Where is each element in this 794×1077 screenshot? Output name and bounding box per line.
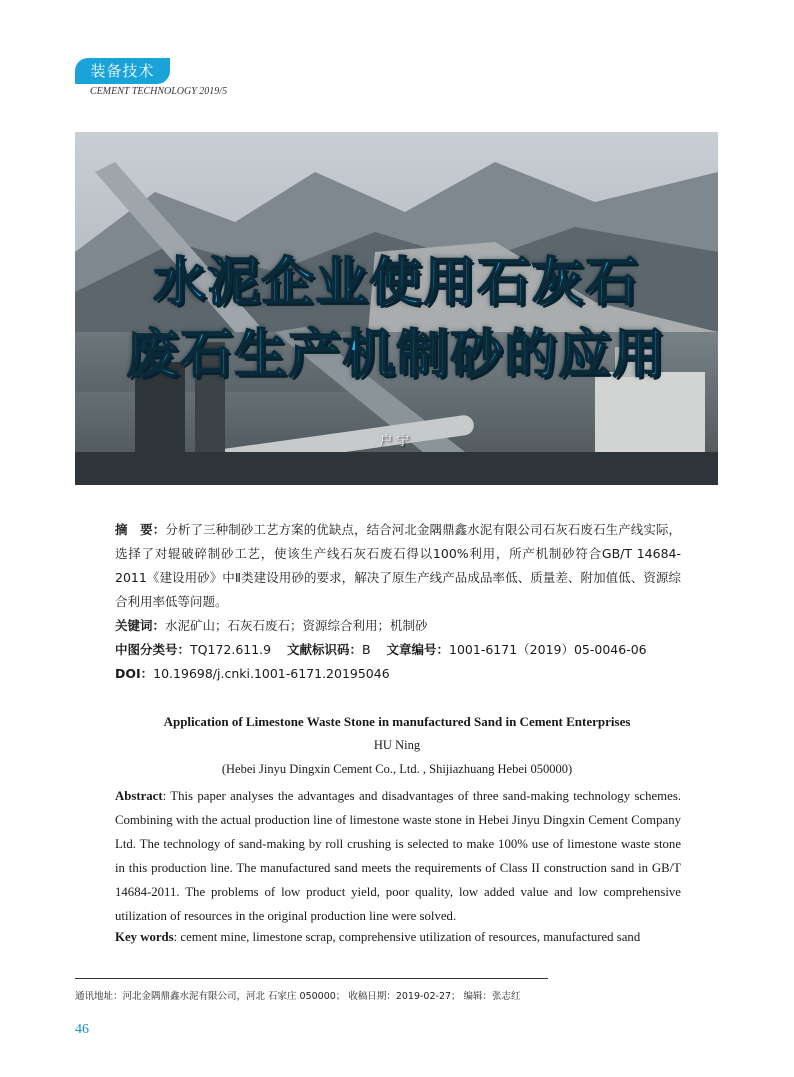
english-keywords — [115, 925, 715, 949]
english-affiliation: (Hebei Jinyu Dingxin Cement Co., Ltd. , Shijiazhuang Hebei 050000) — [221, 762, 573, 776]
abstract-cn-label: 摘 要： — [115, 522, 166, 537]
footnote: 通讯地址：河北金隅鼎鑫水泥有限公司，河北 石家庄 050000； 收稿日期：2019-02-27； 编辑：张志红 — [75, 991, 521, 1002]
footnote-divider — [75, 978, 548, 979]
english-keywords-label: Key words — [115, 930, 174, 944]
abstract-cn — [115, 518, 681, 614]
doi-value[interactable]: 10.19698/j.cnki.1001-6171.20195046 — [153, 666, 390, 681]
doc-code-label: 文献标识码： — [287, 642, 363, 657]
section-tag: 装备技术 — [75, 58, 170, 84]
doi-label: DOI： — [115, 666, 154, 681]
author-name-cn: 户宁 — [379, 434, 414, 449]
doi-line — [115, 662, 681, 686]
english-abstract-label: Abstract — [115, 789, 163, 803]
english-author: HU Ning — [373, 738, 421, 752]
journal-header: CEMENT TECHNOLOGY 2019/5 — [90, 86, 228, 97]
doc-code-value: B — [362, 642, 371, 657]
english-title: Application of Limestone Waste Stone in manufactured Sand in Cement Enterprises — [163, 714, 631, 729]
english-abstract — [115, 784, 681, 928]
article-title-line-2: 废石生产机制砂的应用 — [126, 325, 667, 385]
abstract-cn-text: 分析了三种制砂工艺方案的优缺点，结合河北金隅鼎鑫水泥有限公司石灰石废石生产线实际，选择了对辊破碎制砂工艺，使该生产线石灰石废石得以100%利用，所产机制砂符合GB/T 14684-2011《建设用砂》中Ⅱ类建设用砂的要求，解决了原生产线产品成品率低、质量差、附加值低、资源综合利用率低等问题。 — [115, 522, 681, 609]
english-keywords-text: : cement mine, limestone scrap, comprehensive utilization of resources, manufactured sand — [173, 930, 641, 944]
clc-value: TQ172.611.9 — [190, 642, 272, 657]
keywords-cn-label: 关键词： — [115, 618, 166, 633]
article-title-line-1: 水泥企业使用石灰石 — [153, 253, 640, 313]
clc-label: 中图分类号： — [115, 642, 191, 657]
page-number: 46 — [75, 1022, 89, 1037]
keywords-cn — [115, 614, 681, 638]
article-number-value: 1001-6171（2019）05-0046-06 — [449, 642, 647, 657]
hero-image — [75, 132, 718, 485]
classification-line — [115, 638, 681, 662]
english-abstract-text: : This paper analyses the advantages and disadvantages of three sand-making technology schemes. Combining with the actual production line of limestone waste stone in Hebei Jinyu Dingxin Cement Company Ltd. The technology of sand-making by roll crushing is selected to make 100% use of limestone waste stone in this production line. The manufactured sand meets the requirements of Class II construction sand in GB/T 14684-2011. The problems of low product yield, poor quality, low added value and low comprehensive utilization of resources in the original production line were solved. — [115, 789, 681, 923]
article-number-label: 文章编号： — [386, 642, 450, 657]
keywords-cn-text: 水泥矿山；石灰石废石；资源综合利用；机制砂 — [165, 618, 428, 633]
